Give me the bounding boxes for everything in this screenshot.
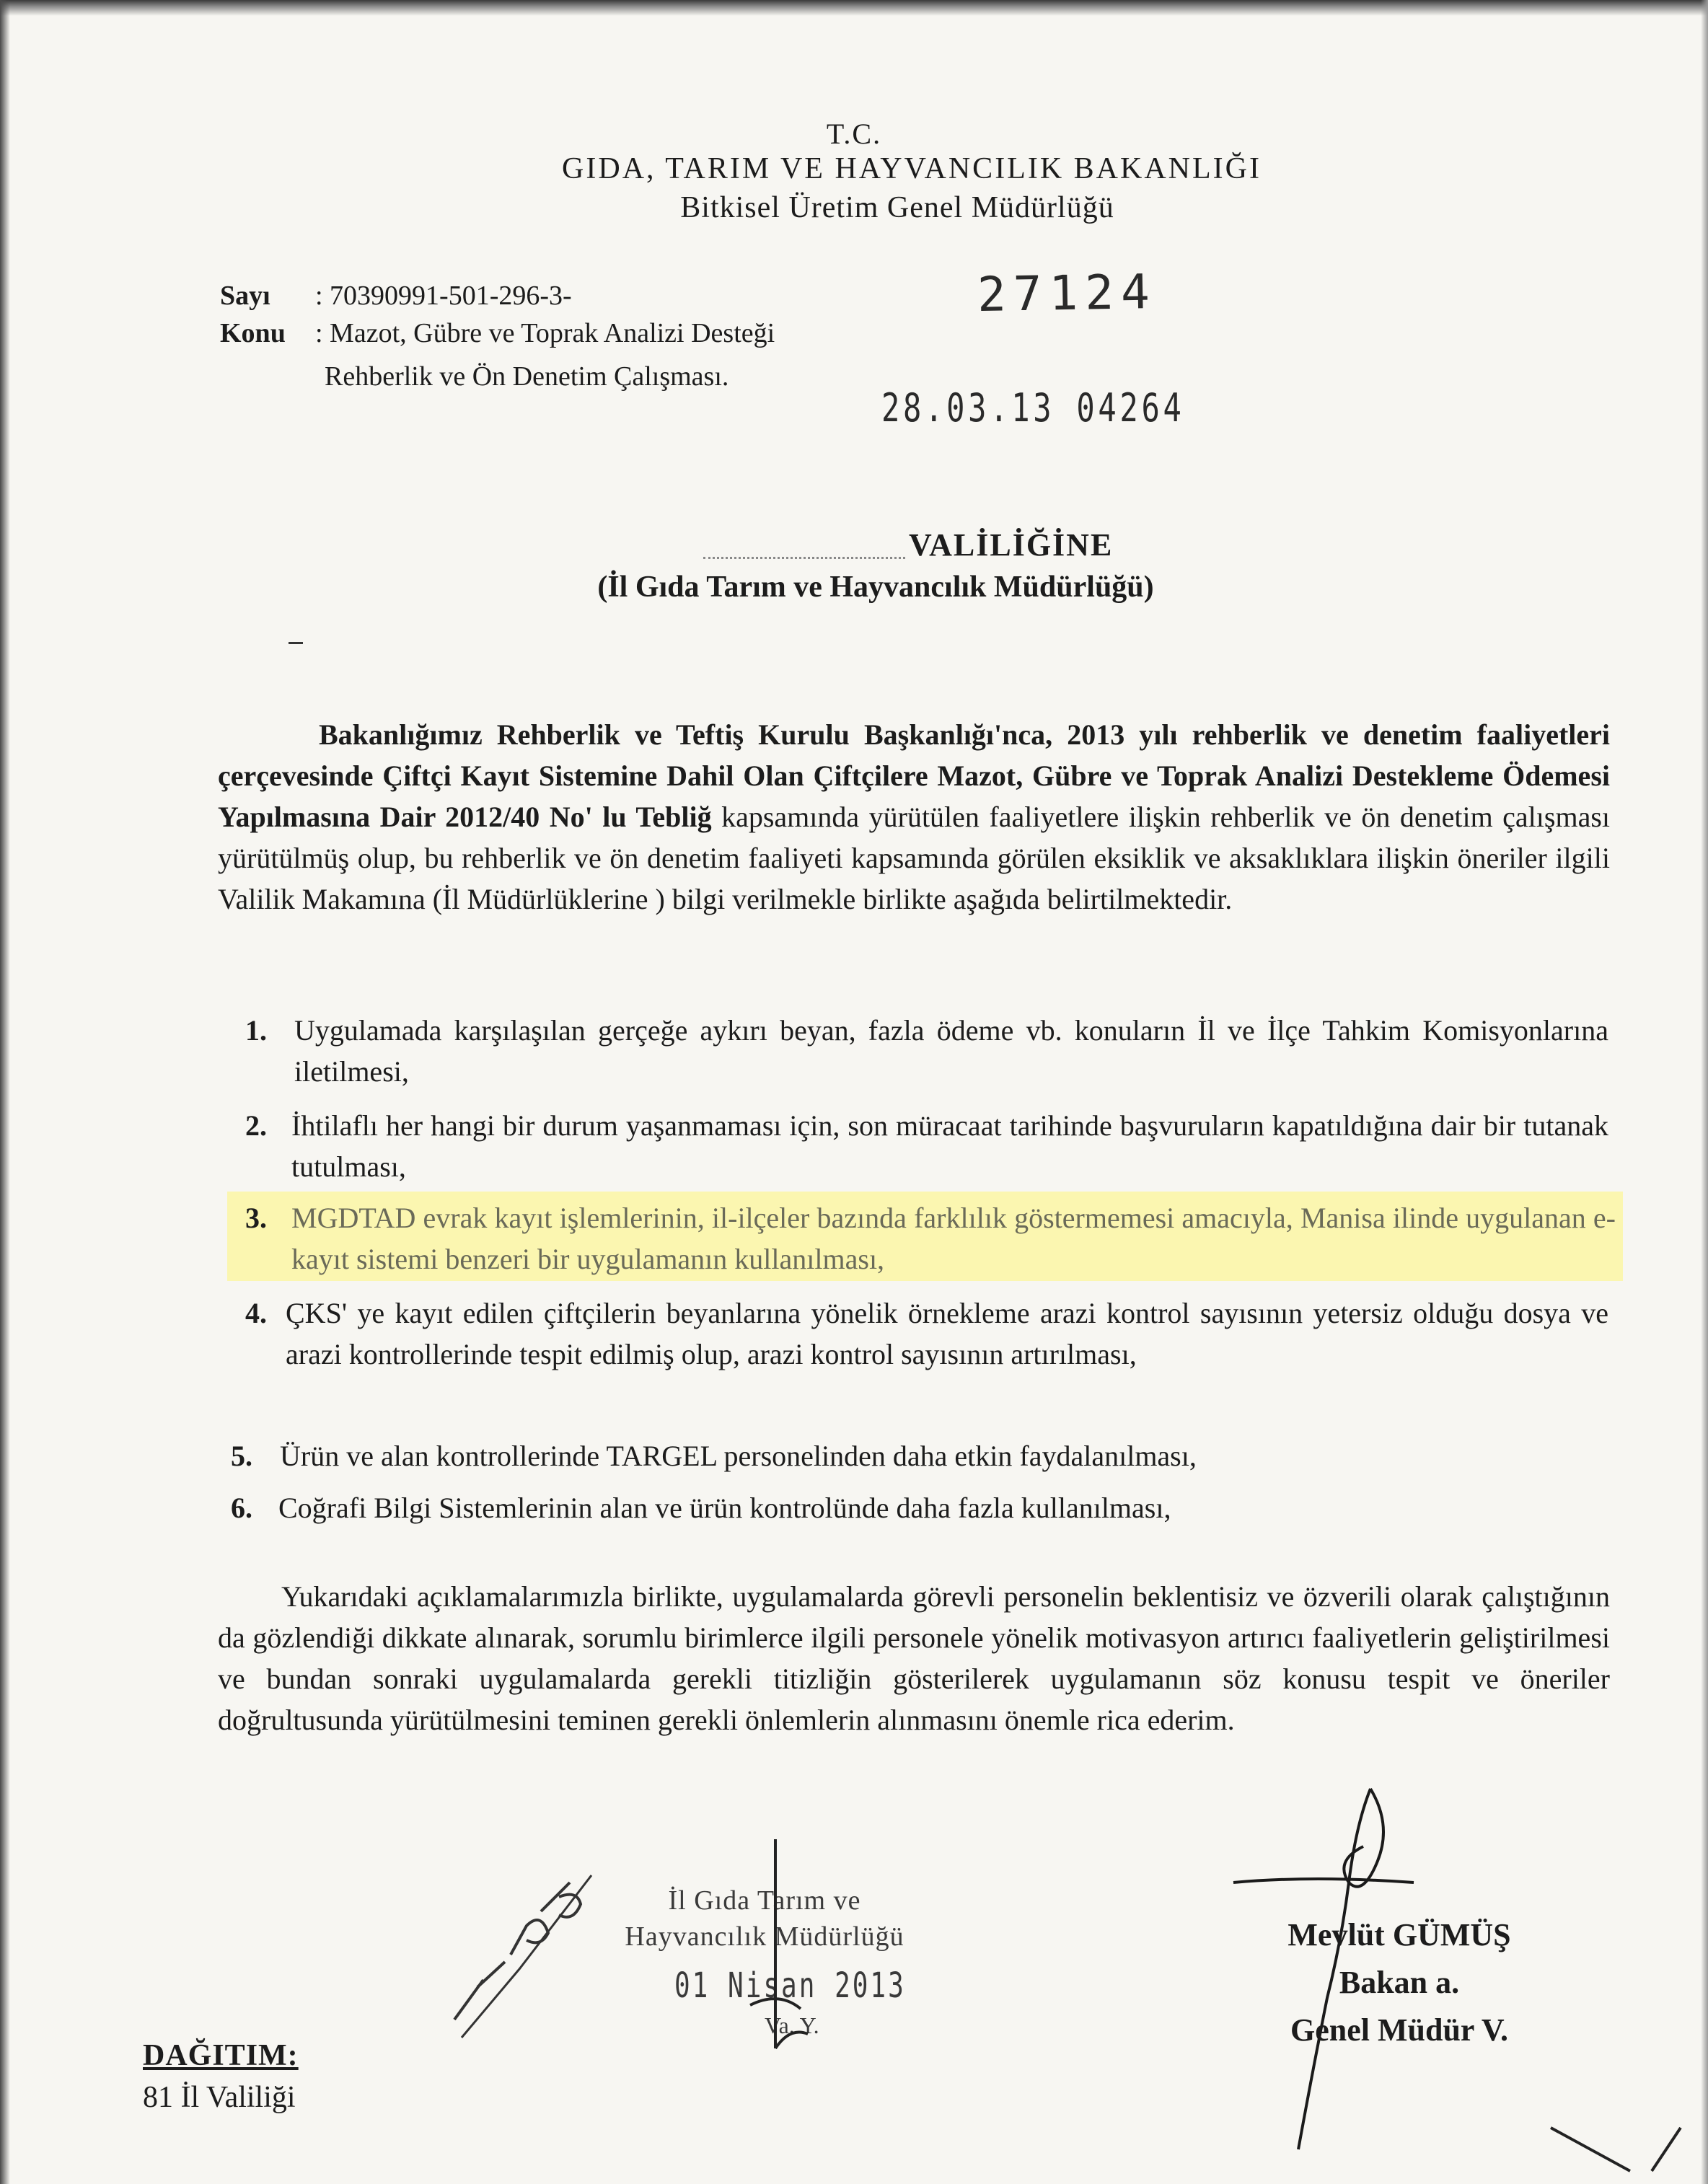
- list-item-number: 3.: [245, 1202, 267, 1234]
- konu-value: : Mazot, Gübre ve Toprak Analizi Desteği: [315, 318, 775, 348]
- recipient-title: VALİLİĞİNE: [909, 527, 1114, 563]
- signatory-name: Mevlüt GÜMÜŞ: [1287, 1917, 1511, 1952]
- list-item-number: 2.: [245, 1109, 267, 1142]
- list-item-number: 1.: [245, 1014, 267, 1047]
- distribution-label: DAĞITIM:: [143, 2039, 299, 2072]
- scan-edge-top: [0, 0, 1708, 16]
- intro-bold-text: Bakanlığımız Rehberlik ve Teftiş Kurulu Başkanlığı'nca, 2013 yılı rehberlik ve denetim faaliyetleri çerçevesinde Çiftçi Kayıt Sistemine Dahil Olan Çiftçilere Mazot, Gübre ve Toprak Analizi Destekleme Ödemesi Yapılmasına Dair 2012/40 No' lu Tebliğ: [218, 718, 1610, 833]
- distribution-list: 81 İl Valiliği: [143, 2081, 296, 2114]
- registry-date-stamp: 28.03.13 04264: [881, 385, 1185, 431]
- recipient-dotted-line: [703, 557, 905, 559]
- signatory-title: Bakan a.: [1339, 1965, 1460, 2000]
- list-item-text: İhtilaflı her hangi bir durum yaşanmaması için, son müracaat tarihinde başvuruların kapatıldığına dair bir tutanak tutulması,: [291, 1109, 1608, 1183]
- scan-edge-left: [0, 0, 10, 2184]
- received-stamp-note: Va. Y.: [765, 2012, 819, 2038]
- signature-block: [1226, 1911, 1572, 2054]
- header-ministry: GIDA, TARIM VE HAYVANCILIK BAKANLIĞI: [562, 152, 1262, 185]
- received-stamp-line2: Hayvancılık Müdürlüğü: [625, 1921, 904, 1952]
- list-item-text: Uygulamada karşılaşılan gerçeğe aykırı beyan, fazla ödeme vb. konuların İl ve İlçe Tahkim Komisyonlarına iletilmesi,: [294, 1014, 1608, 1088]
- list-item-text: Coğrafi Bilgi Sistemlerinin alan ve ürün kontrolünde daha fazla kullanılması,: [278, 1492, 1171, 1524]
- list-item-text: ÇKS' ye kayıt edilen çiftçilerin beyanlarına yönelik örnekleme arazi kontrol sayısının yetersiz olduğu dosya ve arazi kontrollerinde tespit edilmiş olup, arazi kontrol sayısının artırılması,: [286, 1297, 1608, 1370]
- signatory-position: Genel Müdür V.: [1290, 2012, 1508, 2048]
- konu-label: Konu: [220, 318, 286, 348]
- scan-edge-right: [1701, 0, 1708, 2184]
- konu-value-line2: Rehberlik ve Ön Denetim Çalışması.: [325, 361, 729, 392]
- list-item-number: 6.: [231, 1492, 252, 1524]
- received-stamp-date: 01 Nisan 2013: [674, 1965, 906, 2006]
- margin-mark: [289, 642, 303, 644]
- header-tc: T.C.: [826, 118, 882, 150]
- sayi-label: Sayı: [220, 281, 270, 311]
- konu-row: [220, 317, 775, 349]
- stamp-signature-icon: [736, 1832, 851, 2063]
- list-item-text: Ürün ve alan kontrollerinde TARGEL personelinden daha etkin faydalanılması,: [280, 1440, 1197, 1472]
- sayi-value: : 70390991-501-296-3-: [315, 281, 572, 311]
- sayi-row: [220, 280, 572, 312]
- intro-paragraph: [218, 714, 1610, 920]
- closing-paragraph: Yukarıdaki açıklamalarımızla birlikte, uygulamalarda görevli personelin beklentisiz ve özverili olarak çalıştığının da gözlendiği dikkate alınarak, sorumlu birimlerce ilgili personele yönelik motivasyon artırıcı faaliyetlerin geliştirilmesi ve bundan sonraki uygulamalarda gerekli titizliğin gösterilerek uygulamanın söz konusu tespit ve öneriler doğrultusunda yürütülmesini teminen gerekli önlemlerin alınmasını önemle rica ederim.: [218, 1580, 1610, 1736]
- intro-rest-text: kapsamında yürütülen faaliyetlere ilişkin rehberlik ve ön denetim çalışması yürütülmüş olup, bu rehberlik ve ön denetim faaliyeti kapsamında görülen eksiklik ve aksaklıklara ilişkin öneriler ilgili Valilik Makamına (İl Müdürlüklerine ) bilgi verilmekle birlikte aşağıda belirtilmektedir.: [218, 801, 1611, 915]
- list-item-number: 5.: [231, 1440, 252, 1472]
- header-directorate: Bitkisel Üretim Genel Müdürlüğü: [680, 191, 1114, 224]
- registry-number-stamp: 27124: [977, 263, 1158, 323]
- recipient-subtitle: (İl Gıda Tarım ve Hayvancılık Müdürlüğü): [597, 571, 1154, 604]
- received-stamp-line1: İl Gıda Tarım ve: [668, 1885, 861, 1916]
- corner-mark-icon: [1544, 2113, 1688, 2178]
- list-item-text: MGDTAD evrak kayıt işlemlerinin, il-ilçeler bazında farklılık göstermemesi amacıyla, Manisa ilinde uygulanan e- kayıt sistemi benzeri bir uygulamanın kullanılması,: [291, 1202, 1616, 1275]
- handwritten-note-icon: [433, 1854, 606, 2056]
- list-item-number: 4.: [245, 1297, 267, 1329]
